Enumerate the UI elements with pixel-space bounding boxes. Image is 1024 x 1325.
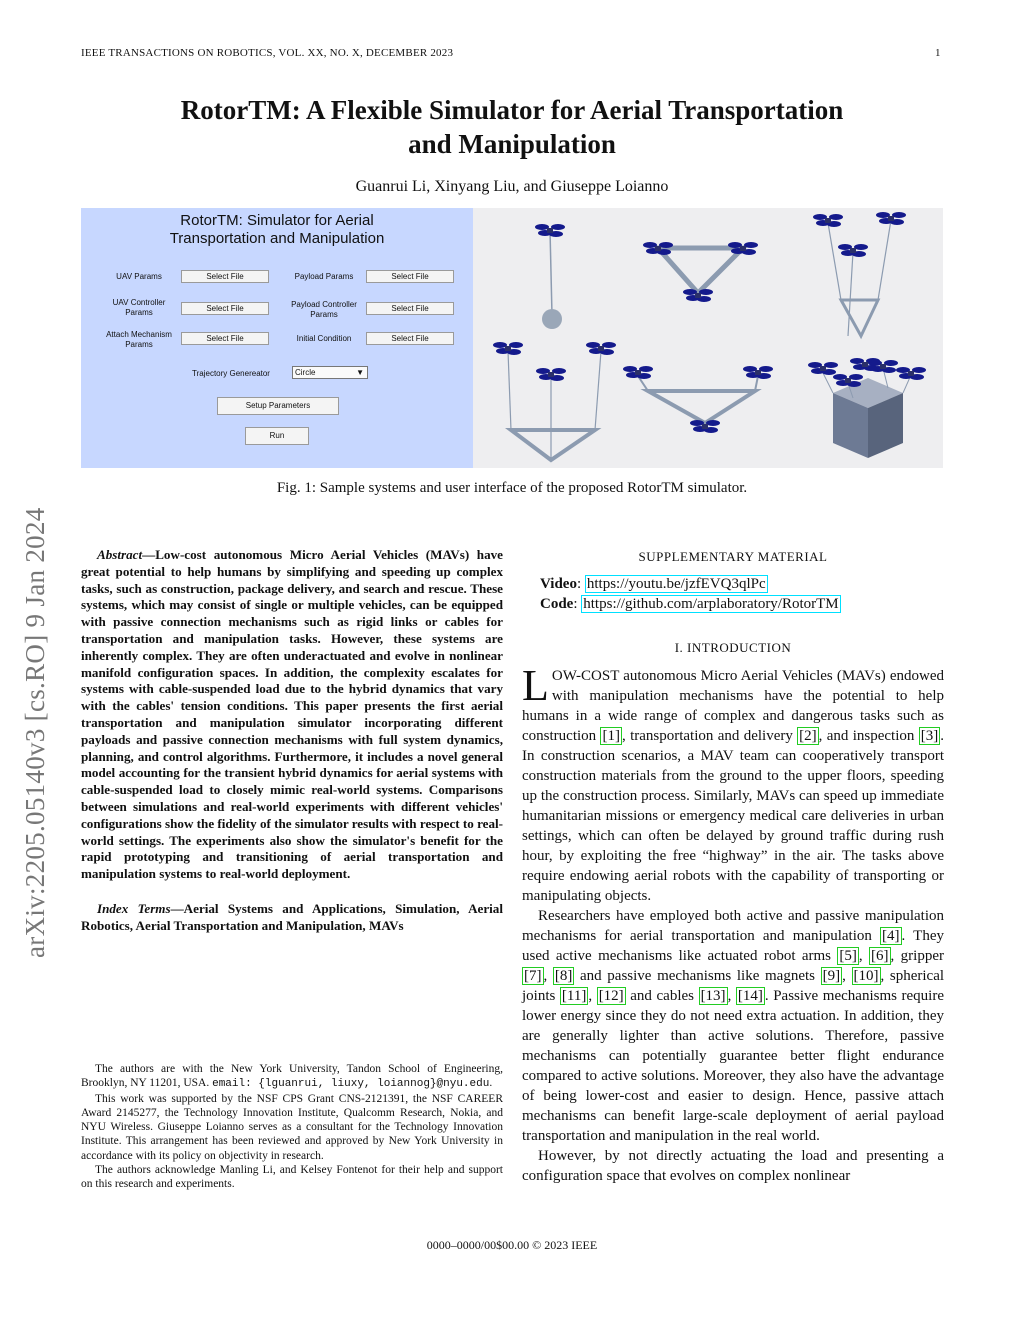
attach-mechanism-select-button[interactable]: Select File	[181, 332, 269, 345]
run-button[interactable]: Run	[245, 427, 309, 445]
scene-rigid-triangle	[643, 242, 758, 302]
running-header: IEEE TRANSACTIONS ON ROBOTICS, VOL. XX, NO. X, DECEMBER 2023	[81, 47, 454, 59]
introduction-heading: I. INTRODUCTION	[674, 640, 792, 655]
citation-link[interactable]: [10]	[853, 968, 879, 984]
supplementary-links: Video: https://youtu.be/jzfEVQ3qlPc Code: https://github.com/arplaboratory/RotorTM	[540, 576, 839, 612]
citation-link[interactable]: [11]	[561, 988, 587, 1004]
title-line-1: RotorTM: A Flexible Simulator for Aerial Transportation	[180, 95, 844, 125]
citation-link[interactable]: [9]	[822, 968, 841, 984]
setup-parameters-button[interactable]: Setup Parameters	[217, 397, 339, 415]
citation-link[interactable]: [12]	[598, 988, 624, 1004]
attach-mechanism-params-label: Attach Mechanism Params	[106, 330, 172, 349]
citation-link[interactable]: [2]	[799, 728, 817, 744]
scene-cable-triangle-large	[493, 342, 616, 460]
funding-footnote: This work was supported by the NSF CPS Grant CNS-2121391, the NSF CAREER Award 2145277, the Technology Innovation Institute, Qualcomm Research, Nokia, and NYU Wireless. Giuseppe Loianno serves as a consultant for the Technology Innovation Institute. This arrangement has been reviewed and approved by New York University in accordance with its policy on objectivity in research.	[81, 1092, 503, 1162]
scene-cable-triangle	[813, 212, 906, 336]
citation-link[interactable]: [4]	[882, 928, 900, 944]
copyright-line: 0000–0000/00$00.00 © 2023 IEEE	[426, 1238, 598, 1252]
author-emails: email: {lguanrui, liuxy, loiannog}@nyu.edu	[212, 1078, 490, 1091]
abstract-paragraph	[81, 547, 503, 883]
uav-controller-params-label: UAV Controller Params	[112, 298, 166, 317]
payload-controller-params-label: Payload Controller Params	[291, 300, 357, 319]
simulation-scenes-render	[473, 208, 943, 468]
supplementary-heading: SUPPLEMENTARY MATERIAL	[638, 549, 828, 564]
page-number: 1	[935, 47, 941, 59]
trajectory-generator-label: Trajectory Genereator	[192, 369, 270, 378]
arxiv-stamp	[20, 368, 50, 958]
abstract-text: —Low-cost autonomous Micro Aerial Vehicles (MAVs) have great potential to help humans by simplifying and speeding up complex tasks, such as construction, package delivery, and search and rescue. These systems, which may consist of single or multiple vehicles, can be equipped with passive connection mechanisms such as rigid links or cables for transportation and manipulation tasks. However, these systems are inherently complex. They are often underactuated and evolve in nonlinear manifold configuration spaces. In addition, the complexity escalates for systems with cable-suspended load due to the hybrid dynamics that vary with the cables' tension conditions. This paper presents the first aerial transportation and manipulation simulator incorporating different payloads and passive connection mechanisms with full system dynamics, planning, and control algorithms. Furthermore, it includes a novel general model accounting for the transient hybrid dynamics for aerial systems with cable-suspended load to closely mimic real-world systems. Comparisons between simulations and real-world experiments with different vehicles' configurations show the fidelity of the simulator results with respect to real-world settings. The experiments also show the simulator's benefit for the rapid prototyping and transitioning of aerial transportation and manipulation systems to real-world deployment.	[81, 547, 503, 882]
drop-cap: L	[522, 661, 549, 710]
dropdown-arrow-icon: ▼	[356, 368, 364, 377]
code-link[interactable]: https://github.com/arplaboratory/RotorTM	[583, 596, 839, 612]
author-list: Guanrui Li, Xinyang Liu, and Giuseppe Loianno	[355, 178, 669, 195]
citation-link[interactable]: [3]	[920, 728, 939, 744]
citation-link[interactable]: [5]	[839, 948, 857, 964]
abstract-section	[81, 547, 503, 935]
uav-controller-select-button[interactable]: Select File	[181, 302, 269, 315]
title-line-2: and Manipulation	[408, 129, 616, 159]
citation-link[interactable]: [14]	[737, 988, 763, 1004]
uav-params-label: UAV Params	[116, 272, 162, 281]
payload-params-select-button[interactable]: Select File	[366, 270, 454, 283]
index-terms-text: —Aerial Systems and Applications, Simulation, Aerial Robotics, Aerial Transportation and Manipulation, MAVs	[81, 900, 503, 933]
simulator-gui-panel	[81, 208, 473, 468]
intro-paragraph-1: LOW-COST autonomous Micro Aerial Vehicles (MAVs) endowed with manipulation mechanisms have the potential to help humans in a wide range of complex and dangerous tasks such as construction [1] , transportation and delivery [2] , and inspection [3] . In construction scenarios, a MAV team can cooperatively transport construction materials from the ground to the upper floors, speeding up the construction process. Similarly, MAVs can speed up immediate humanitarian missions or emergency medical care deliveries in urban settings, which can often be delayed by ground traffic during rush hour, by exploiting the free “highway” in the air. The tasks above require endowing aerial robots with the capability of transporting or manipulating objects.	[522, 661, 944, 904]
arxiv-stamp-text: arXiv:2205.05140v3 [cs.RO] 9 Jan 2024	[20, 507, 50, 958]
index-terms-paragraph	[81, 901, 503, 935]
initial-condition-label: Initial Condition	[296, 334, 352, 343]
affiliation-footnote: The authors are with the New York University, Tandon School of Engineering, Brooklyn, NY 11201, USA. email: {lguanrui, liuxy, loiannog}@nyu.edu.	[81, 1063, 503, 1091]
payload-params-label: Payload Params	[294, 272, 354, 281]
code-label: Code	[540, 596, 574, 612]
figure-1-caption: Fig. 1: Sample systems and user interface of the proposed RotorTM simulator.	[276, 480, 748, 496]
paper-title	[100, 93, 924, 161]
gui-title	[81, 212, 473, 248]
intro-paragraph-3: However, by not directly actuating the load and presenting a configuration space that evolves on complex nonlinear	[522, 1148, 944, 1184]
scene-single-cable-ball	[535, 224, 565, 329]
introduction-body	[522, 661, 945, 1186]
gui-title-line-2: Transportation and Manipulation	[169, 230, 385, 247]
affiliation-text: The authors are with the New York University, Tandon School of Engineering, Brooklyn, NY 11201, USA.	[81, 1063, 503, 1090]
citation-link[interactable]: [7]	[524, 968, 542, 984]
video-label: Video	[540, 576, 577, 592]
video-link[interactable]: https://youtu.be/jzfEVQ3qlPc	[586, 576, 766, 592]
citation-link[interactable]: [6]	[871, 948, 889, 964]
gui-title-line-1: RotorTM: Simulator for Aerial	[180, 212, 374, 229]
trajectory-selected-value: Circle	[295, 368, 316, 377]
citation-link[interactable]: [13]	[700, 988, 726, 1004]
index-terms-label: Index Terms	[97, 900, 171, 916]
citation-link[interactable]: [8]	[554, 968, 573, 984]
trajectory-generator-select[interactable]	[292, 366, 368, 379]
payload-controller-select-button[interactable]: Select File	[366, 302, 454, 315]
footnotes	[81, 1062, 503, 1192]
intro-paragraph-2: Researchers have employed both active and passive manipulation mechanisms for aerial transportation and manipulation [4] . They used active mechanisms like actuated robot arms [5] , [6] , gripper [7] , [8] and passive mechanisms like magnets [9] , [10] , spherical joints [11] , [12] and cables [13] , [14] . Passive mechanisms require lower energy since they do not need extra actuation. In addition, they are generally lighter than active solutions. Therefore, passive mechanisms can potentially guarantee better flight endurance compared to active solutions. Moreover, they also have the advantage of being lower-cost and easier to design. Hence, passive attach mechanisms can benefit large-scale deployment of aerial payload transportation and manipulation in the real world.	[522, 908, 945, 1144]
scene-rigid-links-triangle	[623, 366, 773, 433]
initial-condition-select-button[interactable]: Select File	[366, 332, 454, 345]
acknowledgment-footnote: The authors acknowledge Manling Li, and Kelsey Fontenot for their help and support on this research and experiments.	[81, 1164, 503, 1191]
figure-1	[81, 208, 943, 468]
citation-link[interactable]: [1]	[602, 728, 620, 744]
uav-params-select-button[interactable]: Select File	[181, 270, 269, 283]
abstract-label: Abstract	[97, 547, 143, 562]
scene-box-payload	[808, 358, 926, 458]
